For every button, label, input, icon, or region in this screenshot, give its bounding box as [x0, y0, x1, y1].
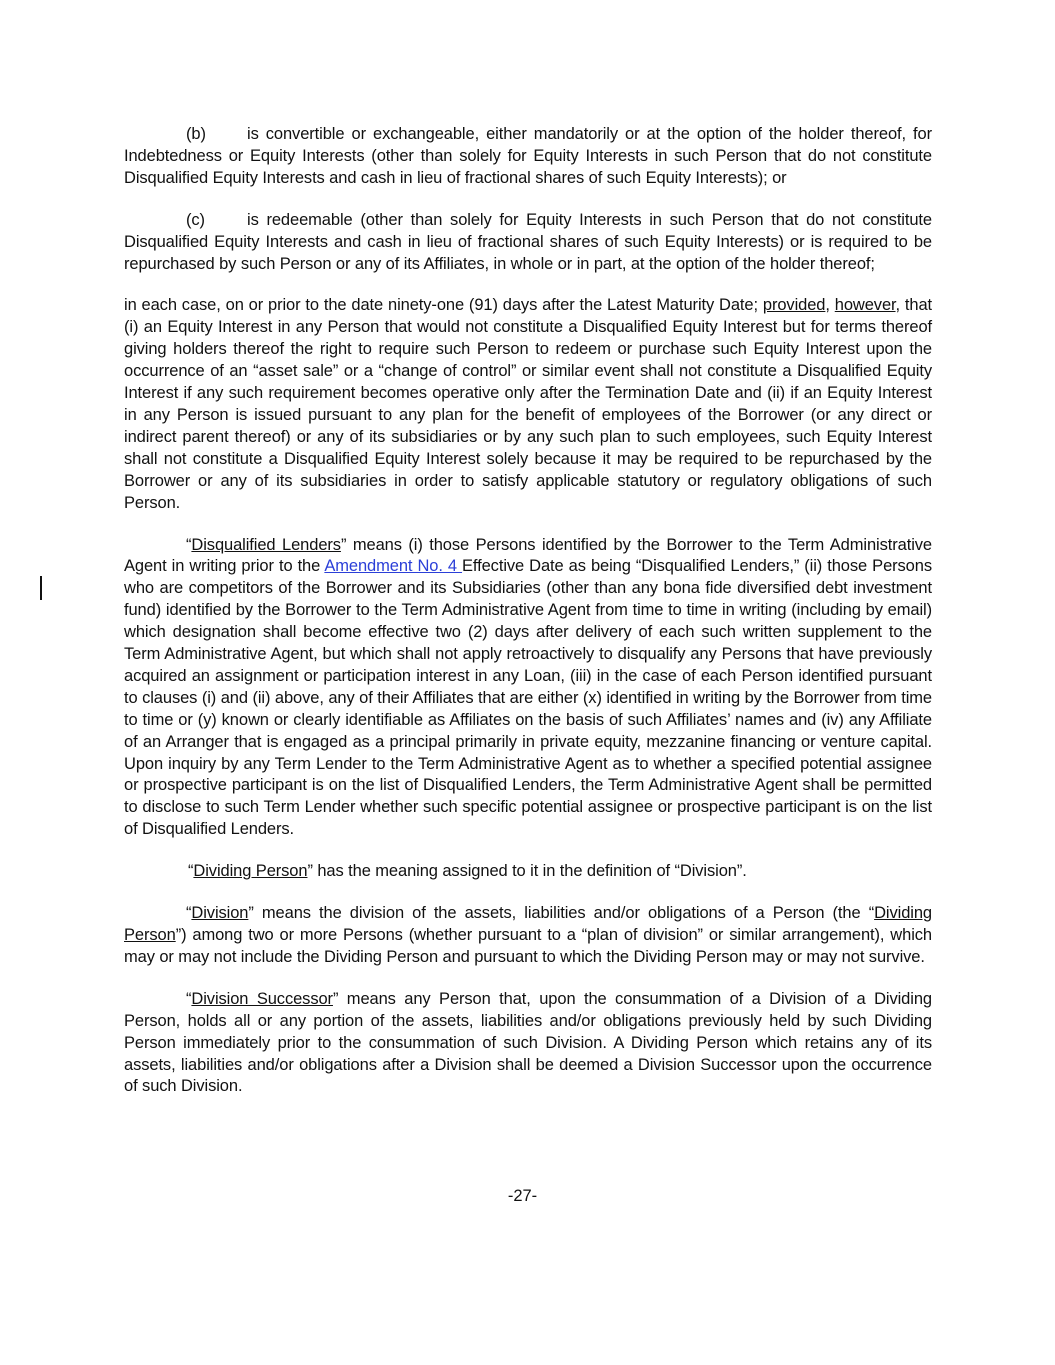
proviso-rest-text: , that (i) an Equity Interest in any Person that would not constitute a Disqualified Equity Interest but for terms thereof giving holders thereof the right to require such Person to redeem or purchase such Equity Interest upon the occurrence of an “asset sale” or a “change of control” or similar event shall not constitute a Disqualified Equity Interest if any such requirement becomes operative only after the Termination Date and (ii) if an Equity Interest in any Person is issued pursuant to any plan for the benefit of employees of the Borrower (or any direct or indirect parent thereof) or any of its subsidiaries or by any such plan to such employees, such Equity Interest shall not constitute a Disqualified Equity Interest solely because it may be required to be repurchased by the Borrower or any of its subsidiaries in order to satisfy applicable statutory or regulatory obligations of such Person.: [124, 296, 933, 512]
open-quote: “: [186, 904, 192, 923]
definition-text-part-2: Effective Date as being “Disqualified Lenders,” (ii) those Persons who are competitors of the Borrower and its Subsidiaries (other than any bona fide diversified debt investment fund) identified by the Borrower to the Term Administrative Agent from time to time in writing (including by email) which designation shall become effective two (2) days after delivery of each such written supplement to the Term Administrative Agent, but which shall not apply retroactively to disqualify any Persons that have previously acquired an assignment or participation interest in any Loan, (iii) in the case of each Person identified pursuant to clauses (i) and (ii) above, any of their Affiliates that are either (x) identified in writing by the Borrower from time to time or (y) known or clearly identifiable as Affiliates on the basis of such Affiliates’ names and (iv) any Affiliate of an Arranger that is engaged as a principal primarily in private equity, mezzanine financing or venture capital. Upon inquiry by any Term Lender to the Term Administrative Agent as to whether a specified potential assignee or prospective participant is on the list of Disqualified Lenders, the Term Administrative Agent shall be permitted to disclose to such Term Lender whether such specific potential assignee or prospective participant is on the list of Disqualified Lenders.: [124, 557, 932, 839]
revision-change-bar: [40, 576, 42, 600]
clause-c-paragraph: [124, 210, 932, 276]
definition-text-part-1: means the division of the assets, liabilities and/or obligations of a Person (the “: [253, 904, 875, 923]
however-term: however: [834, 296, 896, 315]
clause-b-label: (b): [186, 125, 206, 143]
amendment-no-4-link[interactable]: Amendment No. 4: [324, 557, 463, 576]
open-quote: “: [186, 535, 192, 554]
proviso-paragraph: [124, 295, 932, 514]
definition-text: means any Person that, upon the consummation of a Division of a Dividing Person, holds all or any portion of the assets, liabilities and/or obligations previously held by such Dividing Person immediately prior to the consummation of such Division. A Dividing Person which retains any of its assets, liabilities and/or obligations after a Division shall be deemed a Division Successor upon the occurrence of such Division.: [124, 989, 932, 1096]
clause-c-label: (c): [186, 210, 205, 229]
proviso-lead-text: in each case, on or prior to the date ninety-one (91) days after the Latest Maturity Date;: [124, 296, 763, 315]
defined-term-division-successor: Division Successor: [191, 989, 333, 1008]
defined-term-dividing-person: Dividing Person: [193, 862, 308, 881]
defined-term-disqualified-lenders: Disqualified Lenders: [191, 535, 341, 554]
defined-term-dividing-person: Dividing Person: [124, 904, 932, 944]
close-quote: ”: [248, 904, 254, 923]
proviso-comma: ,: [825, 296, 830, 315]
definition-text: has the meaning assigned to it in the definition of “Division”.: [312, 862, 747, 881]
clause-c-text: is redeemable (other than solely for Equity Interests in such Person that do not constitute Disqualified Equity Interests and cash in lieu of fractional shares of such Equity Interests) or is required to be repurchased by such Person or any of its Affiliates, in whole or in part, at the option of the holder thereof;: [124, 210, 932, 273]
open-quote: “: [188, 862, 194, 881]
definition-dividing-person: [124, 861, 932, 883]
close-quote: ”: [340, 535, 347, 554]
definition-division: [124, 903, 932, 969]
definition-division-successor: [124, 989, 932, 1099]
close-quote: ”: [332, 989, 339, 1008]
open-quote: “: [186, 989, 192, 1008]
page-number: -27-: [507, 1187, 538, 1205]
definition-text-part-2: ”) among two or more Persons (whether pursuant to a “plan of division” or similar arrangement), which may or may not include the Dividing Person and pursuant to which the Dividing Person may or may not survive.: [124, 926, 932, 966]
document-page: [124, 124, 932, 1118]
clause-b-paragraph: [124, 124, 932, 190]
definition-disqualified-lenders: [124, 535, 932, 842]
defined-term-division: Division: [191, 904, 249, 923]
clause-b-text: is convertible or exchangeable, either mandatorily or at the option of the holder thereof, for Indebtedness or Equity Interests (other than solely for Equity Interests in such Person that do not constitute Disqualified Equity Interests and cash in lieu of fractional shares of such Equity Interests); or: [124, 125, 932, 187]
definition-text-part-1: means (i) those Persons identified by the Borrower to the Term Administrative Agent in writing prior to the: [124, 535, 932, 576]
provided-term: provided: [762, 296, 826, 315]
close-quote: ”: [307, 862, 313, 881]
